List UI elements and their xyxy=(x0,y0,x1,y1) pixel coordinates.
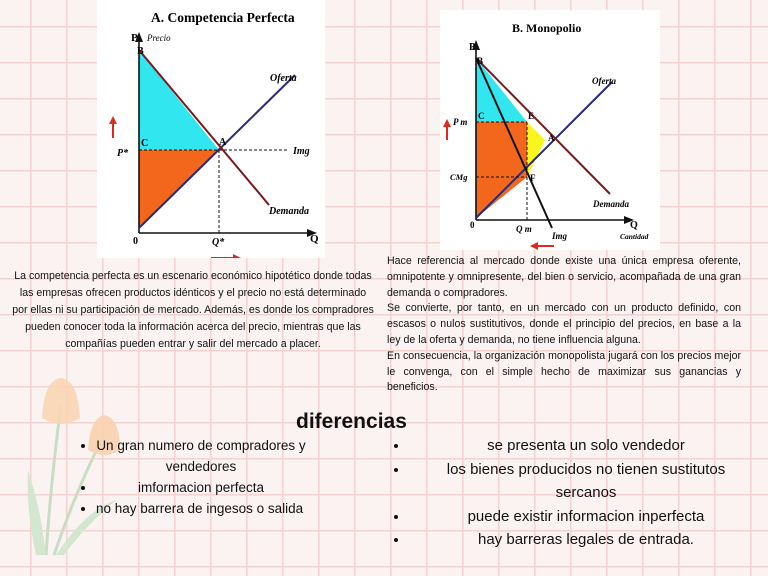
oferta-label: Oferta xyxy=(270,73,297,84)
price-down-arrow-head xyxy=(109,116,117,124)
q-star-label: Q* xyxy=(212,237,225,248)
axis-p-label: P xyxy=(131,32,138,44)
monopolio-paragraph-3: En consecuencia, la organización monopolista jugará con los precios mejor le convenga, con el simple hecho de maximizar sus ganancias y beneficios. xyxy=(387,349,741,394)
axis-precio-label: Precio xyxy=(147,33,171,43)
point-b-label: B xyxy=(137,46,144,57)
point-c-label: C xyxy=(478,111,485,121)
monopolio-paragraph-1: Hace referencia al mercado donde existe una única empresa oferente, omnipotente y omnipresente, del bien o servicio, acompañada de una gran demanda o compradores. xyxy=(387,255,741,299)
competencia-perfecta-list xyxy=(78,435,306,519)
point-f-label: F xyxy=(530,173,536,183)
competencia-perfecta-description: La competencia perfecta es un escenario económico hipotético donde todas las empresas ofrecen productos idénticos y el precio no está determinado por ellas ni su participación de mercado. Además, es donde los compradores pueden conocer toda la información acerca del precio, mientras que las compañías pueden entrar y salir del mercado a placer. xyxy=(12,270,374,350)
list-item: • Un gran numero de compradores y vendedores xyxy=(96,435,306,477)
point-e-label: E xyxy=(528,111,535,121)
point-c-label: C xyxy=(141,138,149,149)
monopolio-description xyxy=(387,254,741,396)
monopolio-paragraph-2: Se convierte, por tanto, en un mercado con un producto definido, con escasos o nulos sustitutivos, donde el principio del precios, en base a la ley de la oferta y demanda, no tiene influencia alguna. xyxy=(387,302,741,346)
p-star-label: P* xyxy=(117,148,129,159)
diferencias-heading: diferencias xyxy=(296,410,407,433)
quantity-left-arrow-head xyxy=(530,242,538,250)
qm-label: Q m xyxy=(516,224,532,234)
price-up-arrow-head xyxy=(443,119,451,127)
quantity-right-arrow-head xyxy=(233,254,241,258)
monopoly-rent-area xyxy=(476,122,527,218)
list-item: • hay barreras legales de entrada. xyxy=(409,528,757,552)
img-label: Img xyxy=(293,146,310,157)
graph-title: B. Monopolio xyxy=(512,21,582,35)
monopolio-list xyxy=(393,434,757,552)
axis-p-label: P xyxy=(469,42,476,53)
list-item: • los bienes producidos no tienen sustitutos sercanos xyxy=(409,458,757,505)
list-item: • se presenta un solo vendedor xyxy=(409,434,757,458)
origin-label: 0 xyxy=(133,236,138,247)
list-item: • puede existir informacion inperfecta xyxy=(409,505,757,529)
deadweight-loss-area xyxy=(527,122,545,177)
point-b-label: B xyxy=(477,56,484,66)
axis-q-label: Q xyxy=(630,220,638,231)
point-a-label: A xyxy=(548,133,555,143)
img-label: Img xyxy=(552,231,568,241)
list-item: • no hay barrera de ingesos o salida xyxy=(96,498,306,519)
monopolio-graph xyxy=(440,10,660,250)
pm-label: P m xyxy=(453,117,468,127)
oferta-label: Oferta xyxy=(592,76,616,86)
demanda-label: Demanda xyxy=(269,206,309,217)
list-item: • imformacion perfecta xyxy=(96,477,306,498)
demanda-label: Demanda xyxy=(593,199,629,209)
origin-label: 0 xyxy=(470,220,475,230)
axis-cantidad-label: Cantidad xyxy=(620,232,649,241)
competencia-perfecta-graph xyxy=(97,0,325,258)
graph-title: A. Competencia Perfecta xyxy=(151,10,295,25)
axis-q-label: Q xyxy=(310,233,319,245)
point-a-label: A xyxy=(219,137,227,148)
cmg-label: CMg xyxy=(450,172,468,182)
